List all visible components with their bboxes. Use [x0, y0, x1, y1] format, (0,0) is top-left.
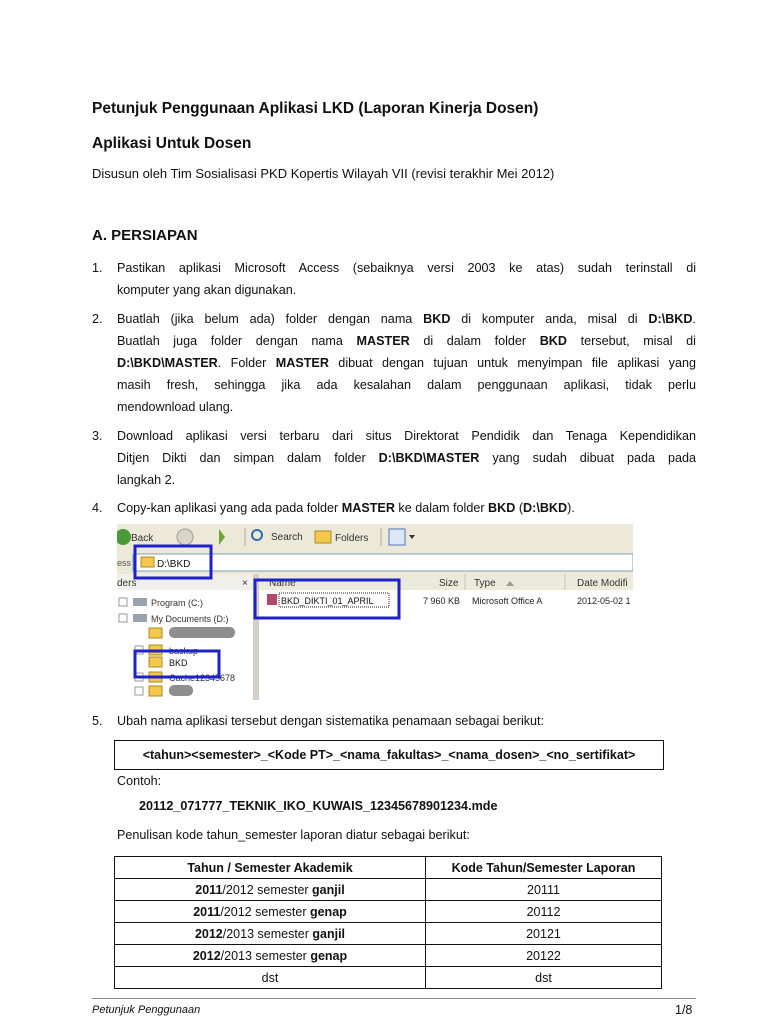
step-3-line-3: langkah 2. [117, 473, 176, 487]
document-subtitle: Aplikasi Untuk Dosen [92, 135, 252, 152]
file-name: BKD_DIKTI_01_APRIL [281, 596, 374, 606]
file-type: Microsoft Office A [472, 596, 543, 606]
page-number: 1/8 [675, 1003, 693, 1017]
step-2-line-4: masih fresh, sehingga jika ada kesalahan dalam penggunaan aplikasi, tidak perlu [117, 378, 696, 392]
column-type[interactable]: Type [474, 578, 496, 589]
column-size[interactable]: Size [439, 578, 459, 589]
table-row: 2012/2013 semester genap 20122 [115, 945, 662, 967]
step-2-line-5: mendownload ulang. [117, 400, 234, 414]
explorer-screenshot [117, 524, 633, 700]
step-number: 2. [92, 312, 103, 326]
table-row: 2012/2013 semester ganjil 20121 [115, 923, 662, 945]
table-row: dst dst [115, 967, 662, 989]
svg-text:Program (C:): Program (C:) [151, 598, 204, 608]
folders-label[interactable]: Folders [335, 533, 369, 544]
table-header-row [115, 857, 662, 879]
step-4 [92, 497, 696, 519]
step-number: 1. [92, 261, 103, 275]
svg-text:Cache12345678: Cache12345678 [169, 673, 236, 683]
step-number: 4. [92, 501, 103, 515]
svg-text:My Documents (D:): My Documents (D:) [151, 614, 229, 624]
svg-text:BKD: BKD [169, 658, 188, 668]
svg-text:backup: backup [169, 646, 199, 656]
step-2-line-2: Buatlah juga folder dengan nama MASTER di dalam folder BKD tersebut, misal di [117, 334, 696, 348]
folder-icon [149, 657, 162, 667]
code-note: Penulisan kode tahun_semester laporan diatur sebagai berikut: [117, 828, 470, 842]
step-number: 3. [92, 429, 103, 443]
table-row: 2011/2012 semester ganjil 20111 [115, 879, 662, 901]
example-filename: 20112_071777_TEKNIK_IKO_KUWAIS_12345678901234.mde [139, 799, 498, 813]
step-5-line: Ubah nama aplikasi tersebut dengan sistematika penamaan sebagai berikut: [117, 714, 545, 728]
views-icon[interactable] [389, 529, 405, 545]
file-size: 7 960 KB [423, 596, 461, 606]
access-file-icon [267, 594, 277, 605]
address-bar[interactable] [133, 554, 633, 571]
example-label: Contoh: [117, 774, 162, 788]
table-header-cell: Tahun / Semester Akademik [115, 857, 426, 879]
step-3 [92, 425, 696, 491]
step-3-line-2: Ditjen Dikti dan simpan dalam folder D:\BKD\MASTER yang sudah dibuat pada pada [117, 451, 696, 465]
tree-item-bkd[interactable] [149, 657, 188, 668]
column-date[interactable]: Date Modifi [577, 578, 628, 589]
folder-icon [149, 686, 162, 696]
address-text[interactable]: D:\BKD [157, 559, 191, 570]
column-name[interactable]: Name [269, 578, 296, 589]
footer-divider [92, 998, 696, 999]
close-icon[interactable]: × [242, 578, 248, 589]
author-line: Disusun oleh Tim Sosialisasi PKD Kopertis Wilayah VII (revisi terakhir Mei 2012) [92, 166, 555, 181]
step-2 [92, 308, 696, 418]
redaction-mark [169, 627, 235, 638]
table-row: 2011/2012 semester genap 20112 [115, 901, 662, 923]
naming-pattern-box: <tahun><semester>_<Kode PT>_<nama_fakultas>_<nama_dosen>_<no_sertifikat> [114, 740, 664, 770]
folders-icon[interactable] [315, 531, 331, 543]
folder-icon [149, 628, 162, 638]
table-header-cell: Kode Tahun/Semester Laporan [426, 857, 662, 879]
redaction-mark [169, 685, 193, 696]
tree-item-redacted-1[interactable] [149, 627, 235, 638]
step-3-line-1: Download aplikasi versi terbaru dari situs Direktorat Pendidik dan Tenaga Kependidikan [117, 429, 696, 443]
address-caption: ess [117, 558, 132, 568]
semester-code-table [114, 856, 662, 989]
step-4-line: Copy-kan aplikasi yang ada pada folder MASTER ke dalam folder BKD (D:\BKD). [117, 501, 575, 515]
folder-icon [141, 557, 154, 567]
forward-icon[interactable] [177, 529, 193, 545]
back-label[interactable]: Back [131, 533, 154, 544]
step-2-line-3: D:\BKD\MASTER. Folder MASTER dibuat dengan tujuan untuk menyimpan file aplikasi yang [117, 356, 696, 370]
search-label[interactable]: Search [271, 532, 303, 543]
section-heading: A. PERSIAPAN [92, 227, 198, 244]
step-1 [92, 257, 696, 301]
step-5 [92, 710, 696, 732]
step-2-line-1: Buatlah (jika belum ada) folder dengan nama BKD di komputer anda, misal di D:\BKD. [117, 312, 696, 326]
drive-icon [133, 598, 147, 606]
document-title: Petunjuk Penggunaan Aplikasi LKD (Laporan Kinerja Dosen) [92, 100, 539, 117]
file-date: 2012-05-02 1 [577, 596, 631, 606]
footer-title: Petunjuk Penggunaan [92, 1004, 201, 1016]
step-1-line-2: komputer yang akan digunakan. [117, 283, 297, 297]
step-1-line-1: Pastikan aplikasi Microsoft Access (sebaiknya versi 2003 ke atas) sudah terinstall di [117, 261, 696, 275]
drive-icon [133, 614, 147, 622]
step-number: 5. [92, 714, 103, 728]
folders-pane-header: ders [117, 578, 137, 589]
